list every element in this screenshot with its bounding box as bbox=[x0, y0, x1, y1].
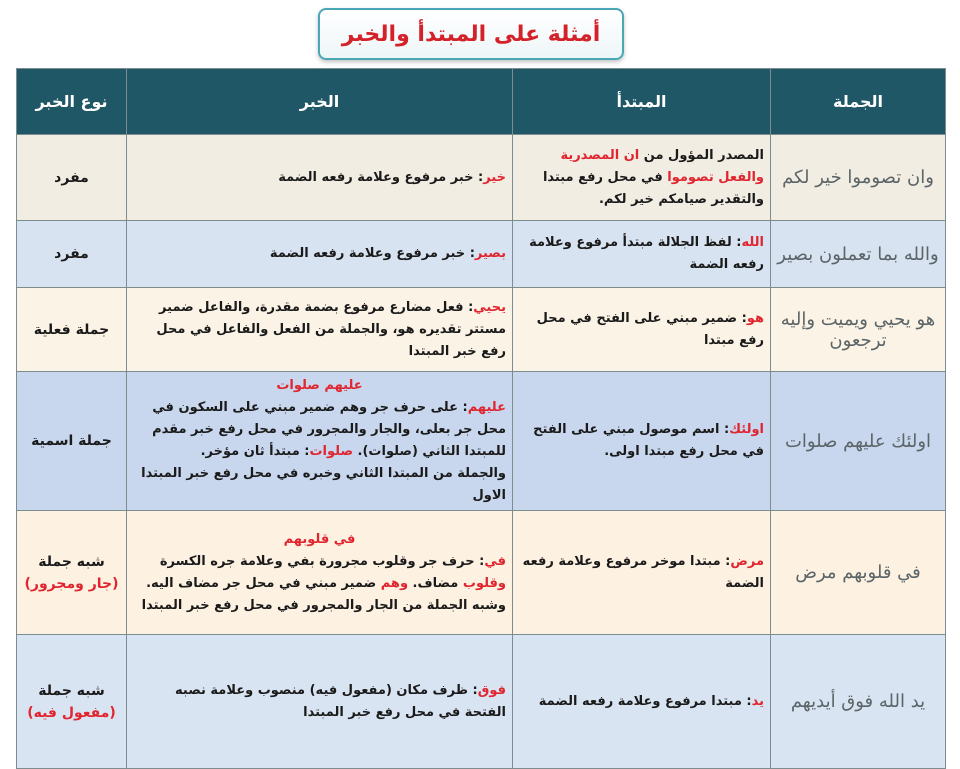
predicate-text: : خبر مرفوع وعلامة رفعه الضمة bbox=[278, 169, 484, 185]
type-sublabel: (مفعول فيه) bbox=[27, 704, 116, 721]
predicate-highlight: بصير bbox=[474, 246, 506, 261]
header-type: نوع الخبر bbox=[17, 69, 127, 135]
subject-highlight: الله bbox=[741, 235, 764, 250]
subject-highlight: ان المصدرية والفعل تصوموا bbox=[560, 147, 764, 185]
type-cell bbox=[17, 372, 127, 511]
sentence-cell: في قلوبهم مرض bbox=[771, 511, 946, 635]
predicate-text: والجملة من المبتدا الثاني وخبره في محل رفع خبر المبتدا الاول bbox=[141, 466, 506, 503]
subject-text: : اسم موصول مبني على الفتح في محل رفع مبتدا اولى. bbox=[533, 422, 764, 459]
subject-text: في محل رفع مبتدا والتقدير صيامكم خير لكم. bbox=[542, 169, 764, 207]
table-row bbox=[17, 135, 946, 221]
title-box bbox=[318, 8, 624, 60]
subject-cell bbox=[513, 221, 771, 288]
type-label: مفرد bbox=[54, 246, 89, 262]
table-header-row bbox=[17, 69, 946, 135]
predicate-heading: عليهم صلوات bbox=[276, 378, 363, 393]
predicate-text: : ظرف مكان (مفعول فيه) منصوب وعلامة نصبه الفتحة في محل رفع خبر المبتدا bbox=[175, 682, 506, 720]
subject-cell bbox=[513, 511, 771, 635]
predicate-highlight: عليهم bbox=[467, 400, 506, 415]
subject-cell bbox=[513, 288, 771, 372]
predicate-text: ضمير مبني في محل جر مضاف اليه. bbox=[146, 575, 381, 591]
page-title: أمثلة على المبتدأ والخبر bbox=[341, 21, 601, 47]
table-row bbox=[17, 288, 946, 372]
type-label: جملة اسمية bbox=[31, 433, 112, 449]
header-subject: المبتدأ bbox=[513, 69, 771, 135]
table-row bbox=[17, 372, 946, 511]
sentence-cell: يد الله فوق أيديهم bbox=[771, 635, 946, 769]
subject-text: : مبتدا موخر مرفوع وعلامة رفعه الضمة bbox=[522, 553, 764, 591]
sentence-cell: وان تصوموا خير لكم bbox=[771, 135, 946, 221]
subject-text: : مبتدا مرفوع وعلامة رفعه الضمة bbox=[538, 693, 752, 709]
predicate-cell bbox=[127, 635, 513, 769]
type-label: مفرد bbox=[54, 169, 89, 186]
predicate-text: : مبتدأ ثان مؤخر. bbox=[200, 444, 310, 459]
type-cell bbox=[17, 288, 127, 372]
type-label: شبه جملة bbox=[38, 682, 105, 699]
examples-table bbox=[16, 68, 946, 769]
table-row bbox=[17, 635, 946, 769]
subject-text: : لفظ الجلالة مبتدأ مرفوع وعلامة رفعه الضمة bbox=[529, 235, 764, 272]
sentence-cell: هو يحيي ويميت وإليه ترجعون bbox=[771, 288, 946, 372]
sentence-cell: والله بما تعملون بصير bbox=[771, 221, 946, 288]
predicate-highlight: فوق bbox=[477, 682, 506, 698]
subject-highlight: يد bbox=[751, 693, 764, 709]
predicate-cell bbox=[127, 135, 513, 221]
subject-text: المصدر المؤول من bbox=[639, 147, 764, 163]
subject-cell bbox=[513, 635, 771, 769]
subject-highlight: هو bbox=[746, 310, 764, 326]
table-row bbox=[17, 221, 946, 288]
table-row bbox=[17, 511, 946, 635]
predicate-cell bbox=[127, 511, 513, 635]
predicate-highlight: وقلوب bbox=[462, 575, 506, 591]
predicate-text: مضاف. bbox=[408, 575, 463, 591]
type-cell bbox=[17, 221, 127, 288]
sentence-cell: اولئك عليهم صلوات bbox=[771, 372, 946, 511]
header-predicate: الخبر bbox=[127, 69, 513, 135]
type-label: جملة فعلية bbox=[33, 321, 110, 338]
type-sublabel: (جار ومجرور) bbox=[24, 575, 119, 592]
header-sentence: الجملة bbox=[771, 69, 946, 135]
subject-highlight: اولئك bbox=[729, 422, 764, 437]
subject-highlight: مرض bbox=[730, 553, 764, 569]
subject-cell bbox=[513, 372, 771, 511]
subject-cell bbox=[513, 135, 771, 221]
predicate-cell bbox=[127, 221, 513, 288]
type-cell bbox=[17, 635, 127, 769]
predicate-text: وشبه الجملة من الجار والمجرور في محل رفع خبر المبتدا bbox=[141, 597, 506, 613]
type-cell bbox=[17, 511, 127, 635]
predicate-text: : خبر مرفوع وعلامة رفعه الضمة bbox=[269, 246, 475, 261]
predicate-heading: في قلوبهم bbox=[283, 531, 356, 547]
predicate-highlight: في bbox=[484, 553, 506, 569]
subject-text: : ضمير مبني على الفتح في محل رفع مبتدا bbox=[536, 310, 764, 348]
predicate-text: : فعل مضارع مرفوع بضمة مقدرة، والفاعل ضمير مستتر تقديره هو، والجملة من الفعل والفاعل في محل رفع خبر المبتدا bbox=[156, 299, 506, 359]
type-label: شبه جملة bbox=[38, 553, 105, 570]
predicate-highlight: وهم bbox=[380, 575, 409, 591]
predicate-highlight: يحيي bbox=[473, 299, 506, 315]
predicate-cell bbox=[127, 288, 513, 372]
predicate-cell bbox=[127, 372, 513, 511]
predicate-highlight: خير bbox=[483, 169, 506, 185]
predicate-highlight: صلوات bbox=[309, 444, 354, 459]
type-cell bbox=[17, 135, 127, 221]
predicate-text: : حرف جر وقلوب مجرورة بفي وعلامة جره الكسرة bbox=[159, 553, 485, 569]
predicate-text: : على حرف جر وهم ضمير مبني على السكون في محل جر بعلى، والجار والمجرور في محل رفع خبر مقدم للمبتدا الثاني (صلوات). bbox=[152, 400, 506, 459]
